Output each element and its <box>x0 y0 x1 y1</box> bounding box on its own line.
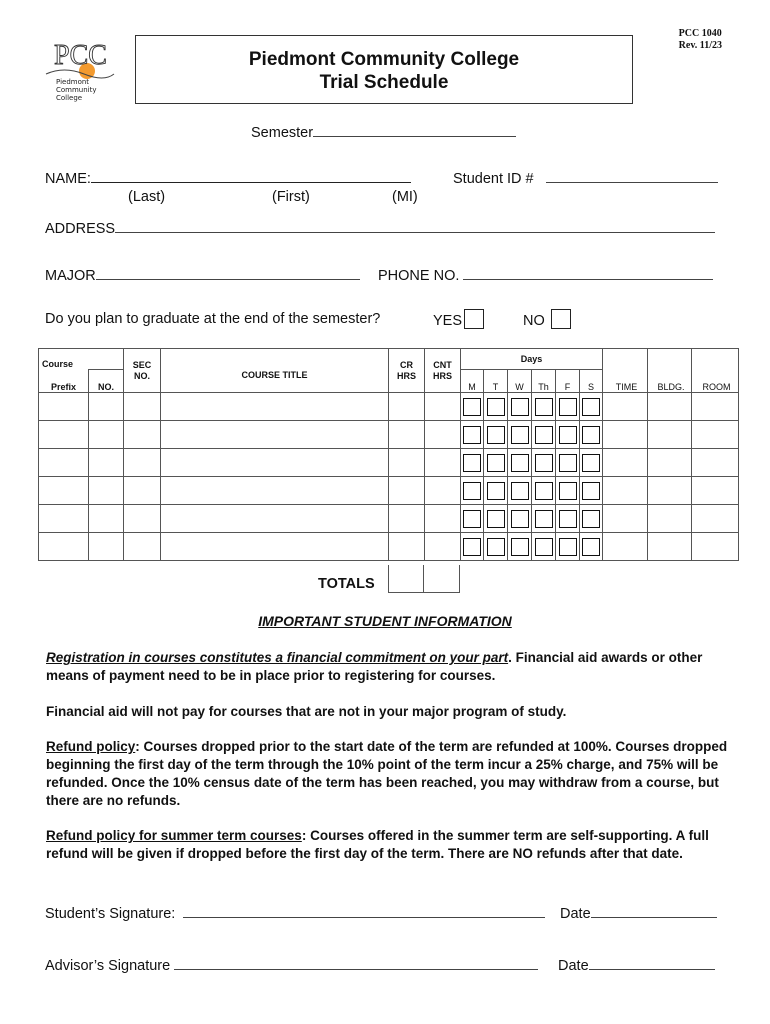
day-header-t: T <box>484 370 508 393</box>
college-name: Piedmont Community College <box>248 49 520 70</box>
day-checkbox[interactable] <box>463 538 481 556</box>
day-checkbox[interactable] <box>582 538 600 556</box>
bldg-cell[interactable] <box>648 477 692 505</box>
sec-header-line2: NO. <box>133 370 150 381</box>
cnt-cell[interactable] <box>425 449 461 477</box>
graduate-yes <box>433 309 484 329</box>
bldg-cell[interactable] <box>648 393 692 421</box>
day-header-f: F <box>556 370 580 393</box>
day-checkbox[interactable] <box>535 482 553 500</box>
day-checkbox[interactable] <box>535 398 553 416</box>
day-cell <box>532 449 556 477</box>
name-row <box>45 171 411 187</box>
day-checkbox[interactable] <box>487 398 505 416</box>
no-cell[interactable] <box>89 533 124 561</box>
cnt-cell[interactable] <box>425 421 461 449</box>
day-checkbox[interactable] <box>559 398 577 416</box>
day-cell <box>461 421 484 449</box>
day-cell <box>556 393 580 421</box>
day-cell <box>532 421 556 449</box>
sec-cell[interactable] <box>124 533 161 561</box>
student-signature-row <box>45 906 545 922</box>
sec-cell[interactable] <box>124 505 161 533</box>
day-checkbox[interactable] <box>582 398 600 416</box>
day-cell <box>461 505 484 533</box>
phone-row <box>378 268 713 284</box>
bldg-cell[interactable] <box>648 505 692 533</box>
major-row <box>45 268 360 284</box>
days-group-header: Days <box>461 349 603 370</box>
info-paragraph-2: Financial aid will not pay for courses that are not in your major program of study. <box>46 704 567 719</box>
title-cell[interactable] <box>161 421 389 449</box>
room-cell[interactable] <box>692 449 739 477</box>
form-code <box>679 28 722 52</box>
course-title-header: COURSE TITLE <box>161 349 389 393</box>
info-p4-rest: : Courses offered in the summer term are self-supporting. A full refund will be given if dropped before the first day of the term. There are NO refunds after that date. <box>46 828 709 861</box>
no-cell[interactable] <box>89 393 124 421</box>
day-checkbox[interactable] <box>463 454 481 472</box>
prefix-cell[interactable] <box>39 477 89 505</box>
day-cell <box>508 533 532 561</box>
student-signature-label: Student’s Signature: <box>45 906 176 922</box>
college-logo <box>44 34 116 104</box>
info-paragraph-1 <box>46 649 736 685</box>
major-label: MAJOR <box>45 268 96 284</box>
day-cell <box>508 421 532 449</box>
prefix-cell[interactable] <box>39 505 89 533</box>
bldg-cell[interactable] <box>648 449 692 477</box>
student-signature-field[interactable] <box>183 917 545 918</box>
room-cell[interactable] <box>692 421 739 449</box>
day-checkbox[interactable] <box>487 510 505 528</box>
room-cell[interactable] <box>692 505 739 533</box>
cr-cell[interactable] <box>389 477 425 505</box>
logo-line-3: College <box>56 94 83 102</box>
yes-checkbox[interactable] <box>464 309 484 329</box>
student-id-label: Student ID # <box>453 171 534 187</box>
prefix-cell[interactable] <box>39 449 89 477</box>
form-title-box <box>135 35 633 104</box>
day-cell <box>484 477 508 505</box>
advisor-signature-row <box>45 958 538 974</box>
info-p1-lead: Registration in courses constitutes a financial commitment on your part <box>46 650 509 665</box>
bldg-cell[interactable] <box>648 421 692 449</box>
advisor-signature-label: Advisor’s Signature <box>45 958 171 974</box>
cnt-cell[interactable] <box>425 477 461 505</box>
no-cell[interactable] <box>89 505 124 533</box>
day-checkbox[interactable] <box>511 398 529 416</box>
totals-cnt-hrs[interactable] <box>424 565 460 593</box>
day-cell <box>461 449 484 477</box>
table-row <box>39 421 739 449</box>
day-checkbox[interactable] <box>535 454 553 472</box>
cnt-cell[interactable] <box>425 393 461 421</box>
semester-row <box>251 125 516 141</box>
day-checkbox[interactable] <box>487 482 505 500</box>
cnt-header-line1: CNT <box>433 359 452 370</box>
title-cell[interactable] <box>161 477 389 505</box>
time-cell[interactable] <box>603 477 648 505</box>
day-checkbox[interactable] <box>582 454 600 472</box>
room-cell[interactable] <box>692 393 739 421</box>
day-cell <box>556 421 580 449</box>
day-checkbox[interactable] <box>559 510 577 528</box>
bldg-header-label: BLDG. <box>657 382 685 392</box>
day-checkbox[interactable] <box>463 482 481 500</box>
day-cell <box>532 393 556 421</box>
student-date-label: Date <box>560 906 591 922</box>
cr-cell[interactable] <box>389 533 425 561</box>
day-checkbox[interactable] <box>559 538 577 556</box>
schedule-table <box>38 348 739 561</box>
advisor-date-field[interactable] <box>589 969 715 970</box>
no-checkbox[interactable] <box>551 309 571 329</box>
time-cell[interactable] <box>603 505 648 533</box>
day-cell <box>580 505 603 533</box>
form-revision: Rev. 11/23 <box>678 40 722 51</box>
day-checkbox[interactable] <box>487 538 505 556</box>
logo-line-2: Community <box>56 86 97 94</box>
prefix-cell[interactable] <box>39 393 89 421</box>
day-checkbox[interactable] <box>463 398 481 416</box>
cr-hrs-header <box>389 349 425 393</box>
title-cell[interactable] <box>161 393 389 421</box>
day-cell <box>580 449 603 477</box>
table-row <box>39 533 739 561</box>
day-header-s: S <box>580 370 603 393</box>
time-cell[interactable] <box>603 393 648 421</box>
day-header-m: M <box>461 370 484 393</box>
day-cell <box>556 477 580 505</box>
graduate-question: Do you plan to graduate at the end of the semester? <box>45 311 381 327</box>
day-checkbox[interactable] <box>535 538 553 556</box>
course-rows <box>39 393 739 561</box>
time-cell[interactable] <box>603 533 648 561</box>
name-mi-hint: (MI) <box>392 189 418 205</box>
info-p1-rest: . Financial aid awards or other means of payment need to be in place prior to registering for courses. <box>46 650 703 683</box>
day-checkbox[interactable] <box>582 510 600 528</box>
info-paragraph-4 <box>46 827 736 863</box>
title-cell[interactable] <box>161 533 389 561</box>
sec-cell[interactable] <box>124 449 161 477</box>
day-header-th: Th <box>532 370 556 393</box>
student-id-row <box>453 171 718 187</box>
address-field[interactable] <box>115 232 715 233</box>
phone-label: PHONE NO. <box>378 268 460 284</box>
day-checkbox[interactable] <box>511 426 529 444</box>
day-checkbox[interactable] <box>463 426 481 444</box>
totals-label: TOTALS <box>318 576 375 592</box>
info-p3-rest: : Courses dropped prior to the start date of the term are refunded at 100%. Courses dropped beginning the first day of the term through the 10% point of the term incur a 25% charge, and 75% will be refunded. Once the 10% census date of the term has been reached, you may withdraw from a course, but there are no refunds. <box>46 739 728 808</box>
day-cell <box>532 477 556 505</box>
day-cell <box>556 533 580 561</box>
major-field[interactable] <box>96 279 360 280</box>
logo-line-1: Piedmont <box>56 78 90 86</box>
advisor-date-label: Date <box>558 958 589 974</box>
room-header-label: ROOM <box>702 382 731 392</box>
student-date-field[interactable] <box>591 917 717 918</box>
bldg-cell[interactable] <box>648 533 692 561</box>
cr-header-line2: HRS <box>396 370 416 381</box>
sec-cell[interactable] <box>124 393 161 421</box>
day-cell <box>508 449 532 477</box>
cr-cell[interactable] <box>389 449 425 477</box>
day-checkbox[interactable] <box>582 482 600 500</box>
day-checkbox[interactable] <box>535 426 553 444</box>
info-p4-lead: Refund policy for summer term courses <box>46 828 302 843</box>
prefix-cell[interactable] <box>39 533 89 561</box>
day-cell <box>484 449 508 477</box>
logo-icon <box>44 34 116 104</box>
day-cell <box>461 393 484 421</box>
semester-field[interactable] <box>313 136 516 137</box>
yes-label: YES <box>433 313 463 329</box>
prefix-cell[interactable] <box>39 421 89 449</box>
logo-initials: PCC <box>54 40 107 71</box>
day-checkbox[interactable] <box>535 510 553 528</box>
room-cell[interactable] <box>692 477 739 505</box>
address-label: ADDRESS <box>45 221 116 237</box>
no-header: NO. <box>89 370 124 393</box>
no-cell[interactable] <box>89 421 124 449</box>
form-number: PCC 1040 <box>678 28 722 39</box>
no-label: NO <box>523 313 545 329</box>
address-row <box>45 221 715 237</box>
day-cell <box>508 477 532 505</box>
advisor-date-row <box>558 958 715 974</box>
name-first-hint: (First) <box>272 189 310 205</box>
day-checkbox[interactable] <box>511 510 529 528</box>
day-cell <box>580 393 603 421</box>
day-checkbox[interactable] <box>559 482 577 500</box>
title-cell[interactable] <box>161 449 389 477</box>
table-row <box>39 393 739 421</box>
day-checkbox[interactable] <box>582 426 600 444</box>
day-cell <box>580 421 603 449</box>
table-row <box>39 449 739 477</box>
day-checkbox[interactable] <box>463 510 481 528</box>
day-header-w: W <box>508 370 532 393</box>
student-date-row <box>560 906 717 922</box>
day-cell <box>508 505 532 533</box>
day-checkbox[interactable] <box>487 426 505 444</box>
time-header-label: TIME <box>615 382 638 392</box>
cr-cell[interactable] <box>389 421 425 449</box>
student-id-field[interactable] <box>546 182 718 183</box>
name-field[interactable] <box>91 182 411 183</box>
day-checkbox[interactable] <box>511 454 529 472</box>
cnt-hrs-header <box>425 349 461 393</box>
cnt-cell[interactable] <box>425 505 461 533</box>
course-group-header: Course <box>39 349 124 370</box>
day-cell <box>484 393 508 421</box>
info-heading-text: IMPORTANT STUDENT INFORMATION <box>258 613 512 629</box>
cr-cell[interactable] <box>389 393 425 421</box>
info-paragraph-3 <box>46 738 736 810</box>
title-cell[interactable] <box>161 505 389 533</box>
phone-field[interactable] <box>463 279 713 280</box>
day-cell <box>556 449 580 477</box>
sec-cell[interactable] <box>124 421 161 449</box>
sec-header-line1: SEC <box>132 359 152 370</box>
day-cell <box>556 505 580 533</box>
no-cell[interactable] <box>89 449 124 477</box>
totals-cr-hrs[interactable] <box>388 565 424 593</box>
day-cell <box>580 533 603 561</box>
info-heading <box>0 613 770 629</box>
day-cell <box>484 421 508 449</box>
day-checkbox[interactable] <box>511 538 529 556</box>
advisor-signature-field[interactable] <box>174 969 538 970</box>
day-cell <box>484 533 508 561</box>
prefix-header: Prefix <box>39 370 89 393</box>
day-checkbox[interactable] <box>487 454 505 472</box>
cnt-cell[interactable] <box>425 533 461 561</box>
table-row <box>39 477 739 505</box>
name-label: NAME: <box>45 171 91 187</box>
day-checkbox[interactable] <box>559 426 577 444</box>
day-checkbox[interactable] <box>511 482 529 500</box>
name-last-hint: (Last) <box>128 189 166 205</box>
day-cell <box>484 505 508 533</box>
semester-label: Semester <box>251 125 314 141</box>
cr-header-line1: CR <box>400 359 413 370</box>
day-cell <box>532 533 556 561</box>
table-row <box>39 505 739 533</box>
cr-cell[interactable] <box>389 505 425 533</box>
cnt-header-line2: HRS <box>432 370 452 381</box>
room-cell[interactable] <box>692 533 739 561</box>
day-cell <box>461 533 484 561</box>
day-cell <box>532 505 556 533</box>
no-cell[interactable] <box>89 477 124 505</box>
day-checkbox[interactable] <box>559 454 577 472</box>
info-p3-lead: Refund policy <box>46 739 136 754</box>
table-header-top <box>39 349 739 370</box>
graduate-no <box>523 309 571 329</box>
time-cell[interactable] <box>603 421 648 449</box>
form-title: Trial Schedule <box>319 72 449 93</box>
day-cell <box>508 393 532 421</box>
sec-no-header <box>124 349 161 393</box>
day-cell <box>461 477 484 505</box>
day-cell <box>580 477 603 505</box>
time-cell[interactable] <box>603 449 648 477</box>
sec-cell[interactable] <box>124 477 161 505</box>
